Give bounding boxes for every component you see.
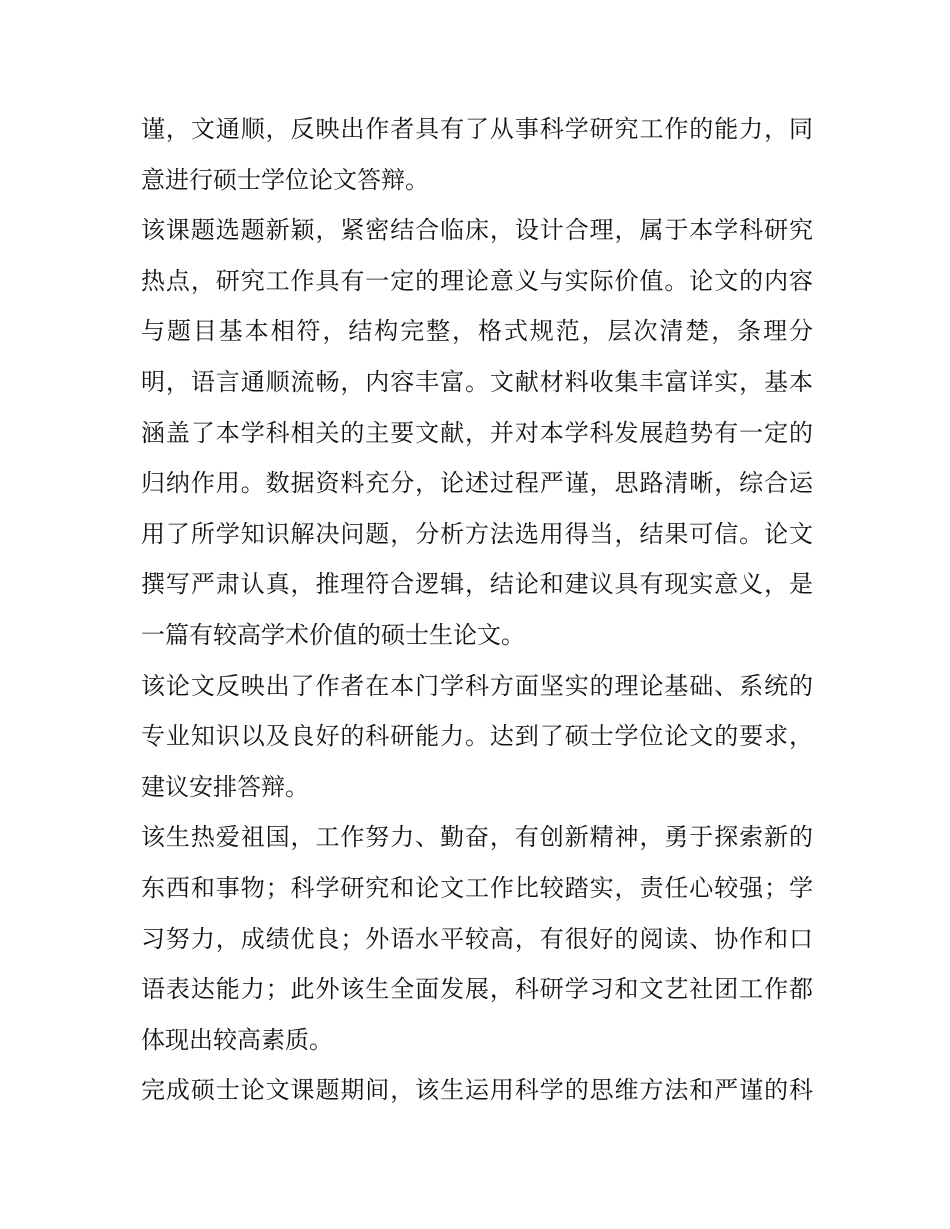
text-line: 明，语言通顺流畅，内容丰富。文献材料收集丰富详实，基本 [141, 367, 813, 396]
text-line: 该论文反映出了作者在本门学科方面坚实的理论基础、系统的 [141, 671, 813, 700]
text-line: 体现出较高素质。 [141, 1025, 333, 1054]
paragraph [141, 661, 813, 813]
text-line: 语表达能力；此外该生全面发展，科研学习和文艺社团工作都 [141, 975, 813, 1004]
text-line: 一篇有较高学术价值的硕士生论文。 [141, 620, 525, 649]
text-line: 撰写严肃认真，推理符合逻辑，结论和建议具有现实意义，是 [141, 570, 813, 599]
paragraph [141, 205, 813, 660]
text-line: 专业知识以及良好的科研能力。达到了硕士学位论文的要求， [141, 722, 813, 751]
paragraph [141, 1065, 813, 1116]
text-line: 东西和事物；科学研究和论文工作比较踏实，责任心较强；学 [141, 873, 813, 902]
text-line: 热点，研究工作具有一定的理论意义与实际价值。论文的内容 [141, 266, 813, 295]
text-line: 该生热爱祖国，工作努力、勤奋，有创新精神，勇于探索新的 [141, 823, 813, 852]
text-line: 完成硕士论文课题期间，该生运用科学的思维方法和严谨的科 [141, 1076, 813, 1105]
text-line: 该课题选题新颖，紧密结合临床，设计合理，属于本学科研究 [141, 216, 813, 245]
document-body [141, 104, 813, 1116]
text-line: 意进行硕士学位论文答辩。 [141, 165, 429, 194]
text-line: 建议安排答辩。 [141, 772, 309, 801]
text-line: 谨，文通顺，反映出作者具有了从事科学研究工作的能力，同 [141, 115, 813, 143]
text-line: 与题目基本相符，结构完整，格式规范，层次清楚，条理分 [141, 317, 813, 346]
paragraph [141, 104, 813, 205]
text-line: 用了所学知识解决问题，分析方法选用得当，结果可信。论文 [141, 519, 813, 548]
text-line: 涵盖了本学科相关的主要文献，并对本学科发展趋势有一定的 [141, 418, 813, 447]
text-line: 习努力，成绩优良；外语水平较高，有很好的阅读、协作和口 [141, 924, 813, 953]
text-line: 归纳作用。数据资料充分，论述过程严谨，思路清晰，综合运 [141, 469, 813, 498]
paragraph [141, 812, 813, 1065]
